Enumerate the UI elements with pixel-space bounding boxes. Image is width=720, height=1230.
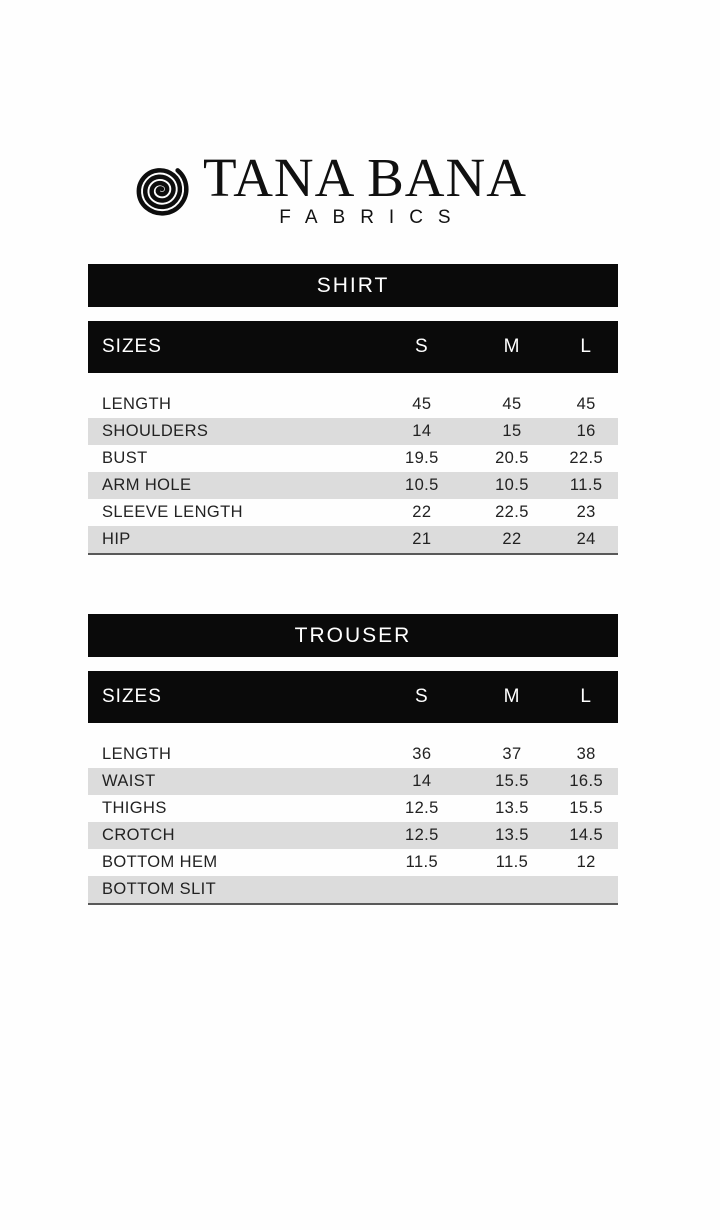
row-value: 22 [502,530,522,548]
section-title: TROUSER [294,623,412,647]
table-row [88,876,618,903]
table-row [88,768,618,795]
row-label: SHOULDERS [102,422,209,440]
row-label: ARM HOLE [102,476,192,494]
row-value: 16 [576,422,596,440]
row-value: 45 [412,395,432,413]
row-value: 22 [412,503,432,521]
table-row [88,822,618,849]
brand-tagline: FABRICS [279,206,466,228]
sizes-label: SIZES [102,686,162,707]
size-column-header: S [415,686,429,707]
row-value: 37 [502,745,522,763]
row-value: 14.5 [569,826,604,844]
row-value: 15.5 [569,799,604,817]
section-title-bar [88,614,618,657]
table-row [88,418,618,445]
row-value: 11.5 [495,853,529,871]
rows [88,391,618,555]
row-label: CROTCH [102,826,175,844]
row-value: 22.5 [495,503,529,521]
row-value: 20.5 [495,449,529,467]
row-value: 14 [412,422,432,440]
row-value: 15 [502,422,522,440]
row-value: 12 [576,853,596,871]
row-value: 24 [576,530,596,548]
row-value: 36 [412,745,432,763]
row-value: 23 [576,503,596,521]
row-label: BOTTOM HEM [102,853,218,871]
row-value: 16.5 [569,772,604,790]
brand-text-block [203,146,527,229]
row-value: 12.5 [405,826,439,844]
rows [88,741,618,905]
size-section [88,264,618,555]
row-label: BUST [102,449,148,467]
size-column-header: M [503,686,521,707]
row-label: THIGHS [102,799,167,817]
brand-name: TANA BANA [203,146,527,208]
row-value: 38 [576,745,596,763]
table-row [88,795,618,822]
section-title-bar [88,264,618,307]
row-label: WAIST [102,772,156,790]
table-row [88,526,618,553]
row-value: 14 [412,772,432,790]
row-value: 15.5 [495,772,529,790]
table-row [88,499,618,526]
size-column-header: L [580,686,592,707]
row-value: 11.5 [405,853,439,871]
row-label: LENGTH [102,745,172,763]
spiral-icon [130,157,194,221]
size-column-header: M [503,336,521,357]
row-value: 13.5 [495,799,529,817]
table-row [88,741,618,768]
row-label: BOTTOM SLIT [102,880,217,898]
row-label: LENGTH [102,395,172,413]
table-row [88,391,618,418]
sizes-header-bar [88,321,618,373]
row-label: HIP [102,530,131,548]
row-value: 13.5 [495,826,529,844]
size-column-header: S [415,336,429,357]
row-value: 21 [412,530,432,548]
size-chart [88,264,618,905]
size-column-header: L [580,336,592,357]
row-value: 11.5 [569,476,603,494]
section-title: SHIRT [316,273,390,297]
sizes-label: SIZES [102,336,162,357]
row-value: 10.5 [405,476,439,494]
sizes-header-bar [88,671,618,723]
table-row [88,849,618,876]
row-value: 19.5 [405,449,439,467]
table-row [88,472,618,499]
table-row [88,445,618,472]
row-value: 12.5 [405,799,439,817]
row-value: 22.5 [569,449,604,467]
brand-logo [130,146,720,228]
size-section [88,614,618,905]
row-value: 10.5 [495,476,529,494]
row-value: 45 [502,395,522,413]
row-value: 45 [576,395,596,413]
sections [88,264,618,905]
row-label: SLEEVE LENGTH [102,503,243,521]
